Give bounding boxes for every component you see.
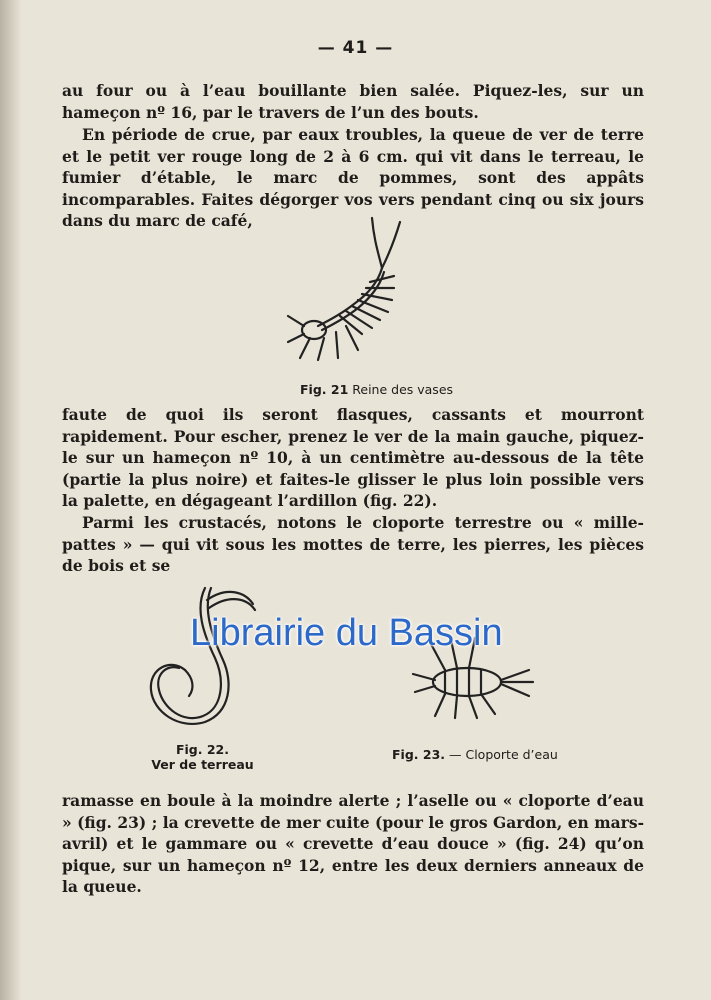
fig22-title: Ver de terreau	[151, 757, 254, 772]
page-number: — 41 —	[317, 38, 394, 58]
fig21-caption	[300, 382, 453, 397]
fig22-caption	[150, 742, 255, 772]
fig22-number: Fig. 22.	[175, 742, 229, 757]
page-binding-shadow	[0, 0, 22, 1000]
paragraph-5: ramasse en boule à la moindre alerte ; l’aselle ou « cloporte d’eau » (fig. 23) ; la crevette de mer cuite (pour le gros Gardon, en mars-avril) et le gammare ou « crevette d’eau douce » (fig. 24) qu’on pique, sur un hameçon nº 12, entre les deux derniers anneaux de la queue.	[62, 791, 644, 896]
paragraph-2: En période de crue, par eaux troubles, la queue de ver de terre et le petit ver rouge long de 2 à 6 cm. qui vit dans le terreau, le fumier d’étable, le marc de pommes, sont des appâts incomparables. Faites dégorger vos vers pendant cinq ou six jours dans du marc de café,	[62, 125, 644, 230]
reine-des-vases-illustration	[282, 210, 432, 370]
bookseller-watermark: Librairie du Bassin	[190, 612, 503, 654]
paragraph-4: Parmi les crustacés, notons le cloporte terrestre ou « mille-pattes » — qui vit sous les mottes de terre, les pierres, les pièces de bois et se	[62, 513, 644, 575]
paragraph-1: au four ou à l’eau bouillante bien salée. Piquez-les, sur un hameçon nº 16, par le travers de l’un des bouts.	[62, 81, 644, 122]
fig21-number: Fig. 21	[300, 382, 349, 397]
fig23-number: Fig. 23.	[392, 747, 446, 762]
fig23-title: — Cloporte d’eau	[449, 747, 558, 762]
fig21-title: Reine des vases	[352, 382, 454, 397]
paragraph-3: faute de quoi ils seront flasques, cassants et mourront rapidement. Pour escher, prenez le ver de la main gauche, piquez-le sur un hameçon nº 10, à un centimètre au-dessous de la tête (partie la plus noire) et faites-le glisser le plus loin possible vers la palette, en dégageant l’ardillon (fig. 22).	[62, 405, 644, 510]
fig23-caption	[392, 747, 558, 762]
